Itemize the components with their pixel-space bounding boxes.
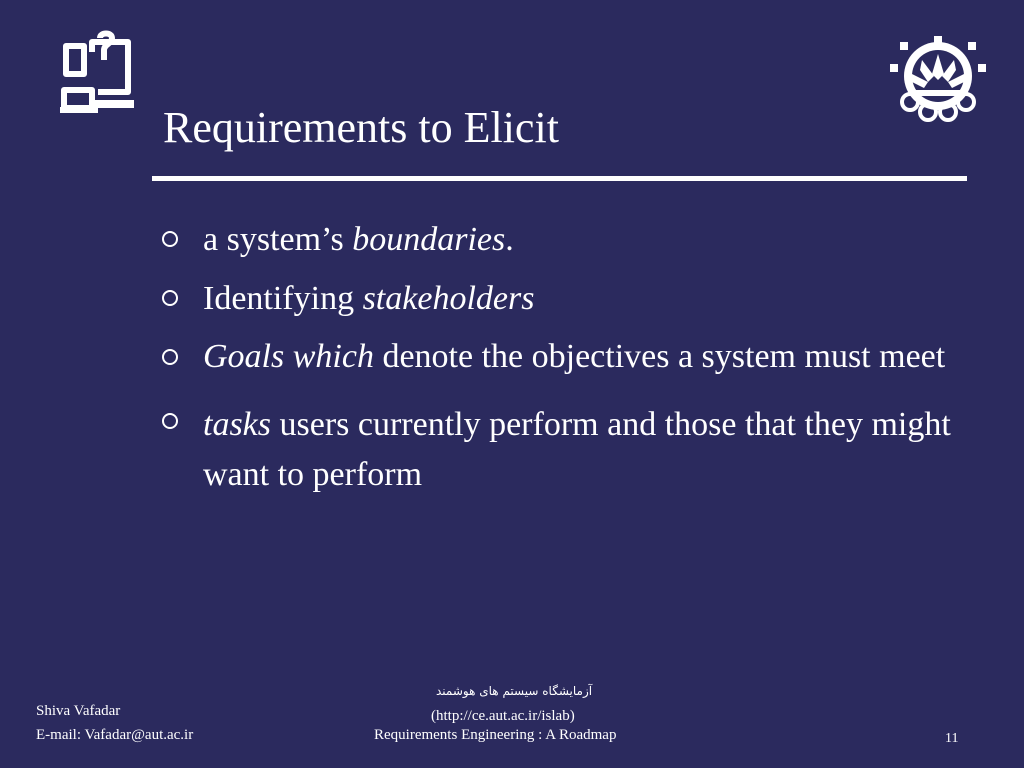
bullet-text: a system’s xyxy=(203,221,353,258)
bullet-emphasis: tasks xyxy=(203,406,271,443)
bullet-emphasis: stakeholders xyxy=(362,280,535,317)
bullet-item xyxy=(162,336,962,378)
footer-lab-name: آزمایشگاه سیستم های هوشمند xyxy=(436,684,593,698)
slide-title: Requirements to Elicit xyxy=(163,103,559,152)
bullet-emphasis: Goals which xyxy=(203,338,374,375)
footer-lab-url: (http://ce.aut.ac.ir/islab) xyxy=(431,708,575,724)
footer-email: E-mail: Vafadar@aut.ac.ir xyxy=(36,727,194,743)
title-underline xyxy=(152,176,967,181)
hollow-circle-bullet-icon xyxy=(162,290,178,306)
hollow-circle-bullet-icon xyxy=(162,413,178,429)
university-emblem-icon xyxy=(890,36,986,128)
computer-user-icon xyxy=(58,30,138,116)
bullet-text-tail: denote the objectives a system must meet xyxy=(373,338,946,375)
footer-course-title: Requirements Engineering : A Roadmap xyxy=(374,727,617,743)
hollow-circle-bullet-icon xyxy=(162,349,178,365)
bullet-emphasis: boundaries xyxy=(352,221,506,258)
footer-author: Shiva Vafadar xyxy=(36,703,121,719)
bullet-text-tail: users currently perform and those that they might want to perform xyxy=(203,406,951,493)
bullet-text-tail: . xyxy=(505,221,514,258)
hollow-circle-bullet-icon xyxy=(162,231,178,247)
bullet-text: Identifying xyxy=(203,280,363,317)
slide-number: 11 xyxy=(945,731,959,746)
bullet-list xyxy=(162,218,962,500)
bullet-item xyxy=(162,218,962,262)
bullet-item xyxy=(162,400,962,500)
bullet-item xyxy=(162,277,962,321)
